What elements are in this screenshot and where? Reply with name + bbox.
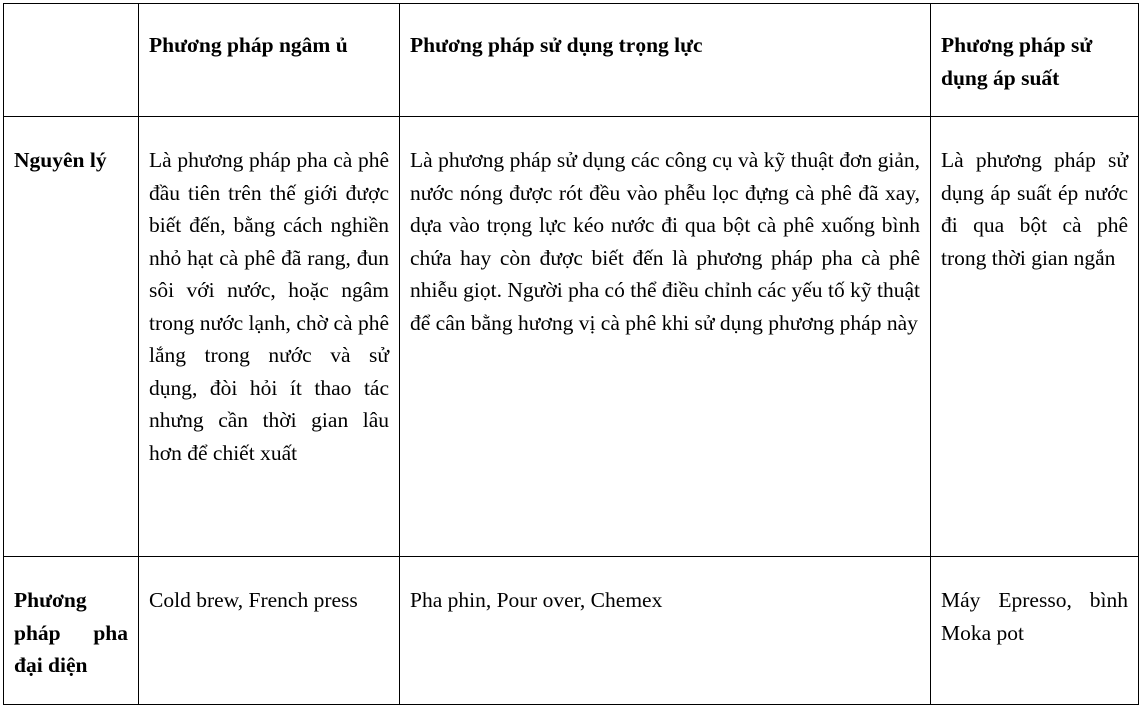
row-label-principle: Nguyên lý [4,117,139,557]
cell-principle-gravity: Là phương pháp sử dụng các công cụ và kỹ thuật đơn giản, nước nóng được rót đều vào phễu lọc đựng cà phê đã xay, dựa vào trọng lực kéo nước đi qua bột cà phê xuống bình chứa hay còn được biết đến là phương pháp pha cà phê nhiễu giọt. Người pha có thể điều chỉnh các yếu tố kỹ thuật để cân bằng hương vị cà phê khi sử dụng phương pháp này [400,117,931,557]
header-gravity-method: Phương pháp sử dụng trọng lực [400,4,931,117]
header-steeping-method: Phương pháp ngâm ủ [139,4,400,117]
cell-principle-steeping: Là phương pháp pha cà phê đầu tiên trên thế giới được biết đến, bằng cách nghiền nhỏ hạt cà phê đã rang, đun sôi với nước, hoặc ngâm trong nước lạnh, chờ cà phê lắng trong nước và sử dụng, đòi hỏi ít thao tác nhưng cần thời gian lâu hơn để chiết xuất [139,117,400,557]
header-pressure-method: Phương pháp sử dụng áp suất [931,4,1139,117]
cell-methods-steeping: Cold brew, French press [139,557,400,705]
header-corner-cell [4,4,139,117]
table-row-methods [4,557,1139,705]
table-header-row [4,4,1139,117]
cell-methods-gravity: Pha phin, Pour over, Chemex [400,557,931,705]
cell-principle-pressure: Là phương pháp sử dụng áp suất ép nước đi qua bột cà phê trong thời gian ngắn [931,117,1139,557]
comparison-table [3,3,1139,705]
table-row-principle [4,117,1139,557]
cell-methods-pressure: Máy Epresso, bình Moka pot [931,557,1139,705]
row-label-methods: Phương pháp pha đại diện [4,557,139,705]
